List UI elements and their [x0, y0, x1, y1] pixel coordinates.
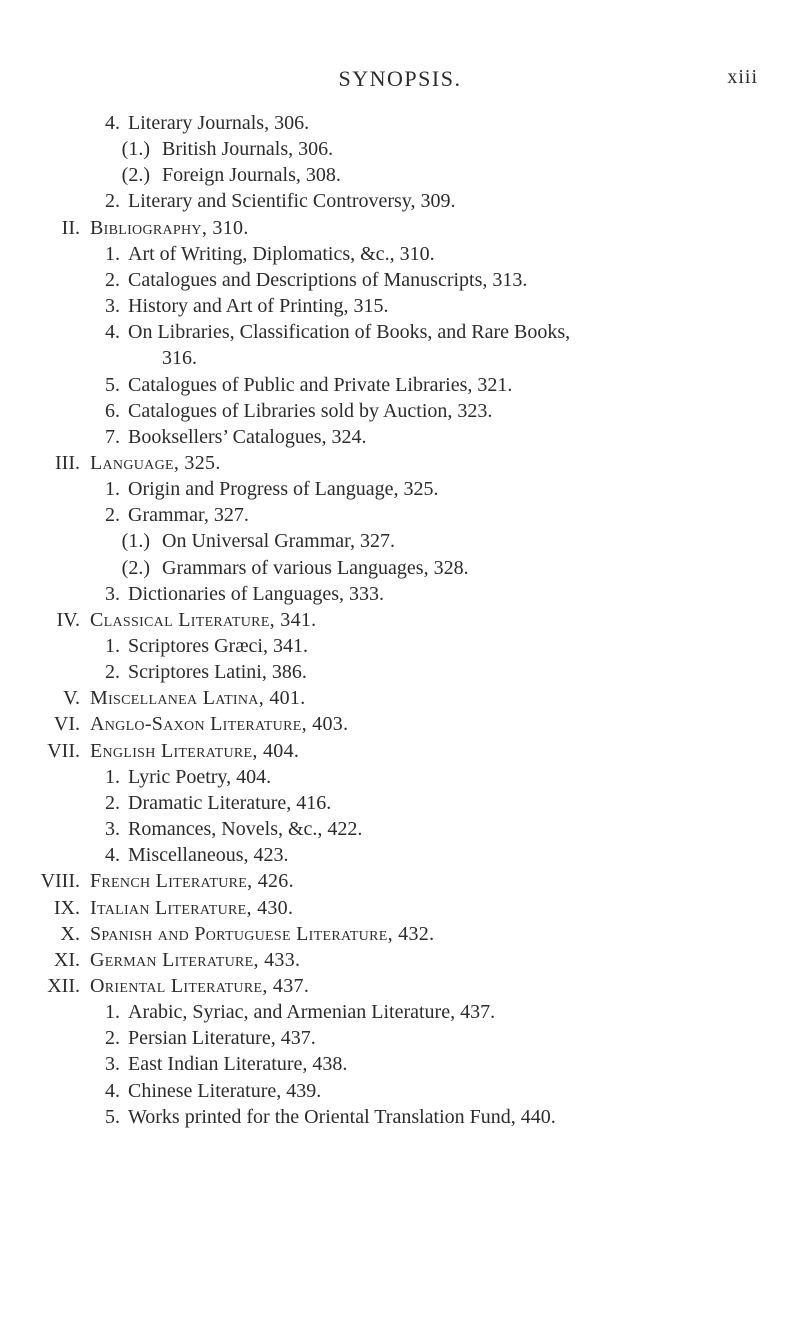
entry-number: 6.: [105, 400, 120, 422]
section-entry: [0, 738, 800, 764]
page-number: xiii: [727, 66, 758, 88]
entry-text: Booksellers’ Catalogues, 324.: [128, 426, 367, 448]
subsection-entry: [0, 502, 800, 528]
entry-number: 2.: [105, 792, 120, 814]
entry-number: 4.: [105, 321, 120, 343]
subsection-entry: [0, 398, 800, 424]
entry-number: 1.: [105, 243, 120, 265]
entry-text: Origin and Progress of Language, 325.: [128, 478, 439, 500]
entry-number: IX.: [53, 897, 80, 919]
entry-number: 1.: [105, 1001, 120, 1023]
subsubsection-entry: [0, 162, 800, 188]
subsubsection-entry: [0, 555, 800, 581]
entry-text: Art of Writing, Diplomatics, &c., 310.: [128, 243, 435, 265]
entry-text: Literary Journals, 306.: [128, 112, 310, 134]
section-entry: [0, 711, 800, 737]
entry-text: Grammar, 327.: [128, 504, 249, 526]
subsection-entry: [0, 372, 800, 398]
entry-number: IV.: [56, 609, 80, 631]
subsection-entry: [0, 476, 800, 502]
entry-number: 1.: [105, 478, 120, 500]
entry-number: VI.: [53, 713, 80, 735]
section-entry: [0, 450, 800, 476]
section-entry: [0, 895, 800, 921]
entry-number: 3.: [105, 295, 120, 317]
entry-number: (2.): [121, 557, 150, 579]
entry-text: German Literature, 433.: [90, 949, 301, 971]
subsection-entry: [0, 842, 800, 868]
entry-text: On Universal Grammar, 327.: [162, 530, 396, 552]
entry-text: Catalogues of Public and Private Libraries, 321.: [128, 374, 513, 396]
entry-text: Dramatic Literature, 416.: [128, 792, 332, 814]
entry-text: French Literature, 426.: [90, 870, 294, 892]
section-entry: [0, 215, 800, 241]
subsection-entry: [0, 1078, 800, 1104]
entry-number: 5.: [105, 374, 120, 396]
entry-text: Works printed for the Oriental Translation Fund, 440.: [128, 1106, 556, 1128]
entry-number: XI.: [53, 949, 80, 971]
entry-text: Italian Literature, 430.: [90, 897, 294, 919]
subsection-entry: [0, 1051, 800, 1077]
subsubsection-entry: [0, 528, 800, 554]
entry-number: 2.: [105, 1027, 120, 1049]
entry-text: Literary and Scientific Controversy, 309.: [128, 190, 456, 212]
subsection-entry: [0, 581, 800, 607]
entry-number: XII.: [47, 975, 80, 997]
subsection-entry: [0, 999, 800, 1025]
running-title: SYNOPSIS.: [338, 66, 462, 91]
entry-text: Arabic, Syriac, and Armenian Literature, 437.: [128, 1001, 496, 1023]
entry-number: 3.: [105, 1053, 120, 1075]
entry-number: 2.: [105, 661, 120, 683]
subsection-entry: [0, 1104, 800, 1130]
entry-text: Scriptores Græci, 341.: [128, 635, 308, 657]
entry-text: Miscellaneous, 423.: [128, 844, 289, 866]
entry-number: 2.: [105, 269, 120, 291]
subsubsection-entry: [0, 136, 800, 162]
entry-text: Spanish and Portuguese Literature, 432.: [90, 923, 435, 945]
section-entry: [0, 685, 800, 711]
entry-number: 1.: [105, 766, 120, 788]
subsection-entry: [0, 816, 800, 842]
subsection-entry: [0, 188, 800, 214]
entry-number: 4.: [105, 844, 120, 866]
entry-text: British Journals, 306.: [162, 138, 334, 160]
entry-number: 4.: [105, 112, 120, 134]
entry-text: Chinese Literature, 439.: [128, 1080, 322, 1102]
entry-text: History and Art of Printing, 315.: [128, 295, 389, 317]
entry-text: 316.: [162, 347, 197, 369]
entry-text: Bibliography, 310.: [90, 217, 249, 239]
entry-text: Anglo-Saxon Literature, 403.: [90, 713, 349, 735]
subsection-entry: [0, 293, 800, 319]
entry-number: II.: [61, 217, 80, 239]
entry-text: Language, 325.: [90, 452, 221, 474]
entry-number: 7.: [105, 426, 120, 448]
entry-text: Dictionaries of Languages, 333.: [128, 583, 385, 605]
entry-text: East Indian Literature, 438.: [128, 1053, 348, 1075]
entry-number: 2.: [105, 504, 120, 526]
entry-text: Grammars of various Languages, 328.: [162, 557, 469, 579]
section-entry: [0, 868, 800, 894]
section-entry: [0, 947, 800, 973]
entry-number: V.: [63, 687, 80, 709]
entry-text: Persian Literature, 437.: [128, 1027, 316, 1049]
entry-number: 3.: [105, 818, 120, 840]
entry-number: VII.: [47, 740, 80, 762]
entry-number: III.: [55, 452, 80, 474]
entry-number: (1.): [121, 138, 150, 160]
entry-text: Classical Literature, 341.: [90, 609, 317, 631]
subsection-entry: [0, 659, 800, 685]
entry-text: On Libraries, Classification of Books, and Rare Books,: [128, 321, 571, 343]
page-header: [0, 66, 800, 92]
entry-text: Romances, Novels, &c., 422.: [128, 818, 363, 840]
entry-number: 5.: [105, 1106, 120, 1128]
entry-number: X.: [60, 923, 80, 945]
subsection-entry: [0, 267, 800, 293]
entry-text: Catalogues of Libraries sold by Auction, 323.: [128, 400, 493, 422]
entry-number: (1.): [121, 530, 150, 552]
entry-text: Scriptores Latini, 386.: [128, 661, 307, 683]
subsection-entry: [0, 790, 800, 816]
subsection-entry: [0, 633, 800, 659]
entry-number: VIII.: [40, 870, 80, 892]
entry-number: 2.: [105, 190, 120, 212]
entry-text: Miscellanea Latina, 401.: [90, 687, 306, 709]
subsection-entry: [0, 319, 800, 345]
entry-number: 4.: [105, 1080, 120, 1102]
subsection-entry: [0, 110, 800, 136]
entry-text: Foreign Journals, 308.: [162, 164, 341, 186]
entry-text: English Literature, 404.: [90, 740, 300, 762]
subsection-entry: [0, 424, 800, 450]
entry-number: 1.: [105, 635, 120, 657]
entry-number: 3.: [105, 583, 120, 605]
entry-number: (2.): [121, 164, 150, 186]
section-entry: [0, 921, 800, 947]
subsection-entry: [0, 241, 800, 267]
entry-text: Lyric Poetry, 404.: [128, 766, 272, 788]
subsection-entry: [0, 345, 800, 371]
section-entry: [0, 973, 800, 999]
entry-text: Catalogues and Descriptions of Manuscripts, 313.: [128, 269, 528, 291]
section-entry: [0, 607, 800, 633]
subsection-entry: [0, 764, 800, 790]
subsection-entry: [0, 1025, 800, 1051]
entry-text: Oriental Literature, 437.: [90, 975, 310, 997]
